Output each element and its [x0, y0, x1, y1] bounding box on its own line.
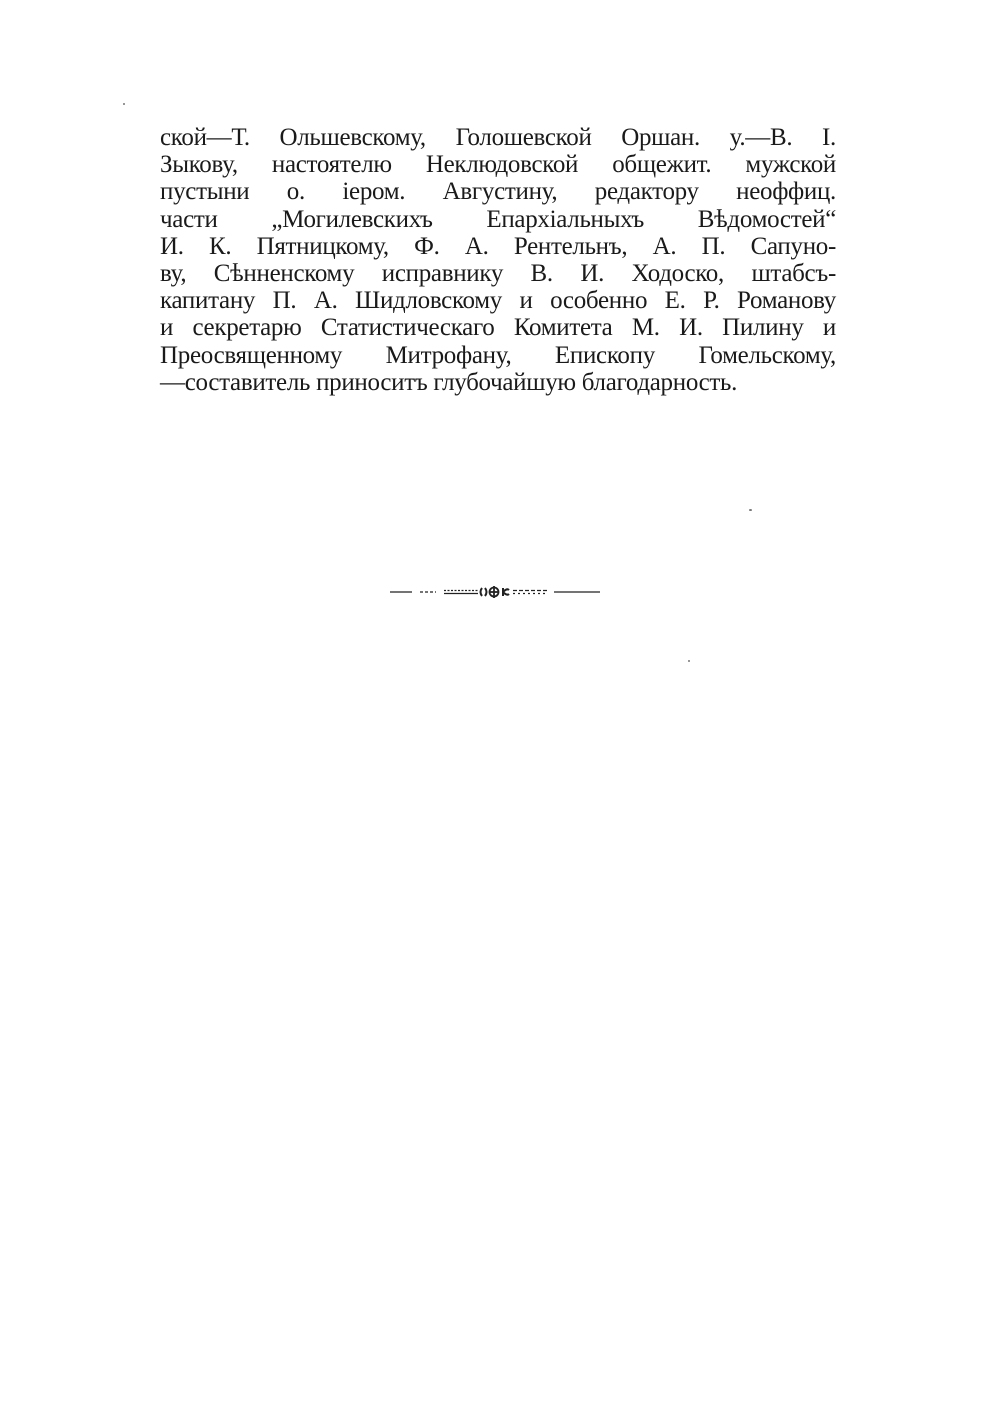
text-line: и секретарю Статистическаго Комитета М. И. Пилину и: [160, 314, 836, 342]
acknowledgement-paragraph: [160, 124, 836, 396]
text-line: Зыкову, настоятелю Неклюдовской общежит. мужской: [160, 151, 836, 179]
text-line: —составитель приноситъ глубочайшую благодарность.: [160, 368, 738, 396]
fleuron-ornament-icon: [390, 584, 600, 600]
text-line: ву, Сѣнненскому исправнику В. И. Ходоско, штабсъ-: [160, 259, 836, 287]
text-line: ской—Т. Ольшевскому, Голошевской Оршан. у.—В. І.: [160, 124, 836, 151]
text-line: пустыни о. іером. Августину, редактору неоффиц.: [160, 178, 836, 206]
scan-speck: [749, 509, 752, 511]
text-line: И. К. Пятницкому, Ф. А. Рентельнъ, А. П. Сапуно-: [160, 232, 836, 260]
scan-speck: [688, 660, 690, 662]
text-line: капитану П. А. Шидловскому и особенно Е. Р. Романову: [160, 287, 836, 315]
text-line: части „Могилевскихъ Епархіальныхъ Вѣдомостей“: [160, 205, 836, 233]
scan-speck: [123, 103, 125, 105]
text-line: Преосвященному Митрофану, Епископу Гомельскому,: [160, 341, 836, 369]
